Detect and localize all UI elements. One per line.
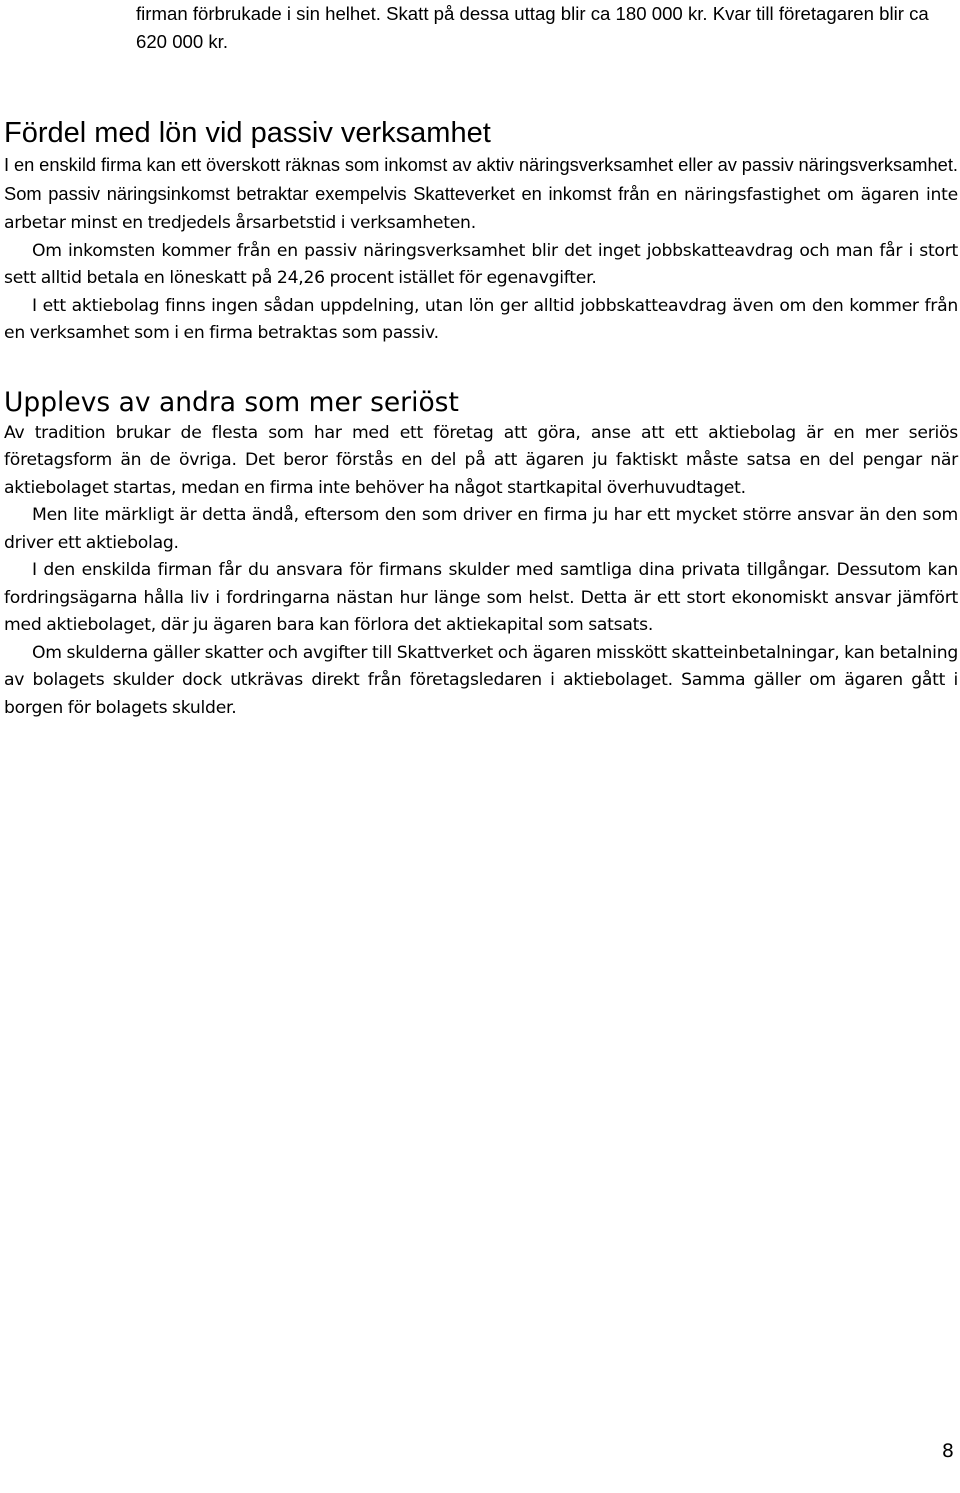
intro-paragraph: firman förbrukade i sin helhet. Skatt på dessa uttag blir ca 180 000 kr. Kvar till företagaren blir ca 620 000 kr. [136, 3, 929, 52]
section1-paragraph-1-part-a: I en enskild firma kan ett överskott räknas som inkomst av aktiv näringsverksamhet eller av passiv näringsverksamhet. Som passiv näringsinkomst betraktar exempelvis Skatteverket en inkomst från [4, 154, 958, 204]
section2-paragraph-3: I den enskilda firman får du ansvara för firmans skulder med samtliga dina privata tillgångar. Dessutom kan fordringsägarna hålla liv i fordringarna nästan hur länge som helst. Detta är ett stort ekonomiskt ansvar jämfört med aktiebolaget, där ju ägaren bara kan förlora det aktiekapital som satsats. [4, 560, 958, 635]
section-heading-passive-income: Fördel med lön vid passiv verksamhet [4, 117, 491, 149]
section1-paragraph-1 [4, 151, 958, 238]
section1-paragraph-1-part-b: en näringsfastighet om ägaren inte arbetar minst en tredjedels årsarbetstid i verksamheten. [4, 184, 959, 233]
section2-paragraph-1: Av tradition brukar de flesta som har med ett företag att göra, anse att ett aktiebolag är en mer seriös företagsform än de övriga. Det beror förstås en del på att ägaren ju faktiskt måste satsa en del pengar när aktiebolaget startas, medan en firma inte behöver ha något startkapital överhuvudtaget. [4, 422, 958, 498]
section1-paragraph-2: Om inkomsten kommer från en passiv näringsverksamhet blir det inget jobbskatteavdrag och man får i stort sett alltid betala en löneskatt på 24,26 procent istället för egenavgifter. [4, 240, 958, 288]
section2-paragraph-4: Om skulderna gäller skatter och avgifter till Skattverket och ägaren misskött skatteinbetalningar, kan betalning av bolagets skulder dock utkrävas direkt från företagsledaren i aktiebolaget. Samma gäller om ägaren gått i borgen för bolagets skulder. [4, 642, 958, 718]
section-heading-seriousness: Upplevs av andra som mer seriöst [4, 386, 459, 418]
page-content [4, 0, 958, 722]
section1-paragraph-3: I ett aktiebolag finns ingen sådan uppdelning, utan lön ger alltid jobbskatteavdrag även om den kommer från en verksamhet som i en firma betraktas som passiv. [4, 295, 958, 343]
section2-paragraph-2: Men lite märkligt är detta ändå, eftersom den som driver en firma ju har ett mycket större ansvar än den som driver ett aktiebolag. [4, 505, 958, 553]
page-number: 8 [941, 1440, 954, 1462]
